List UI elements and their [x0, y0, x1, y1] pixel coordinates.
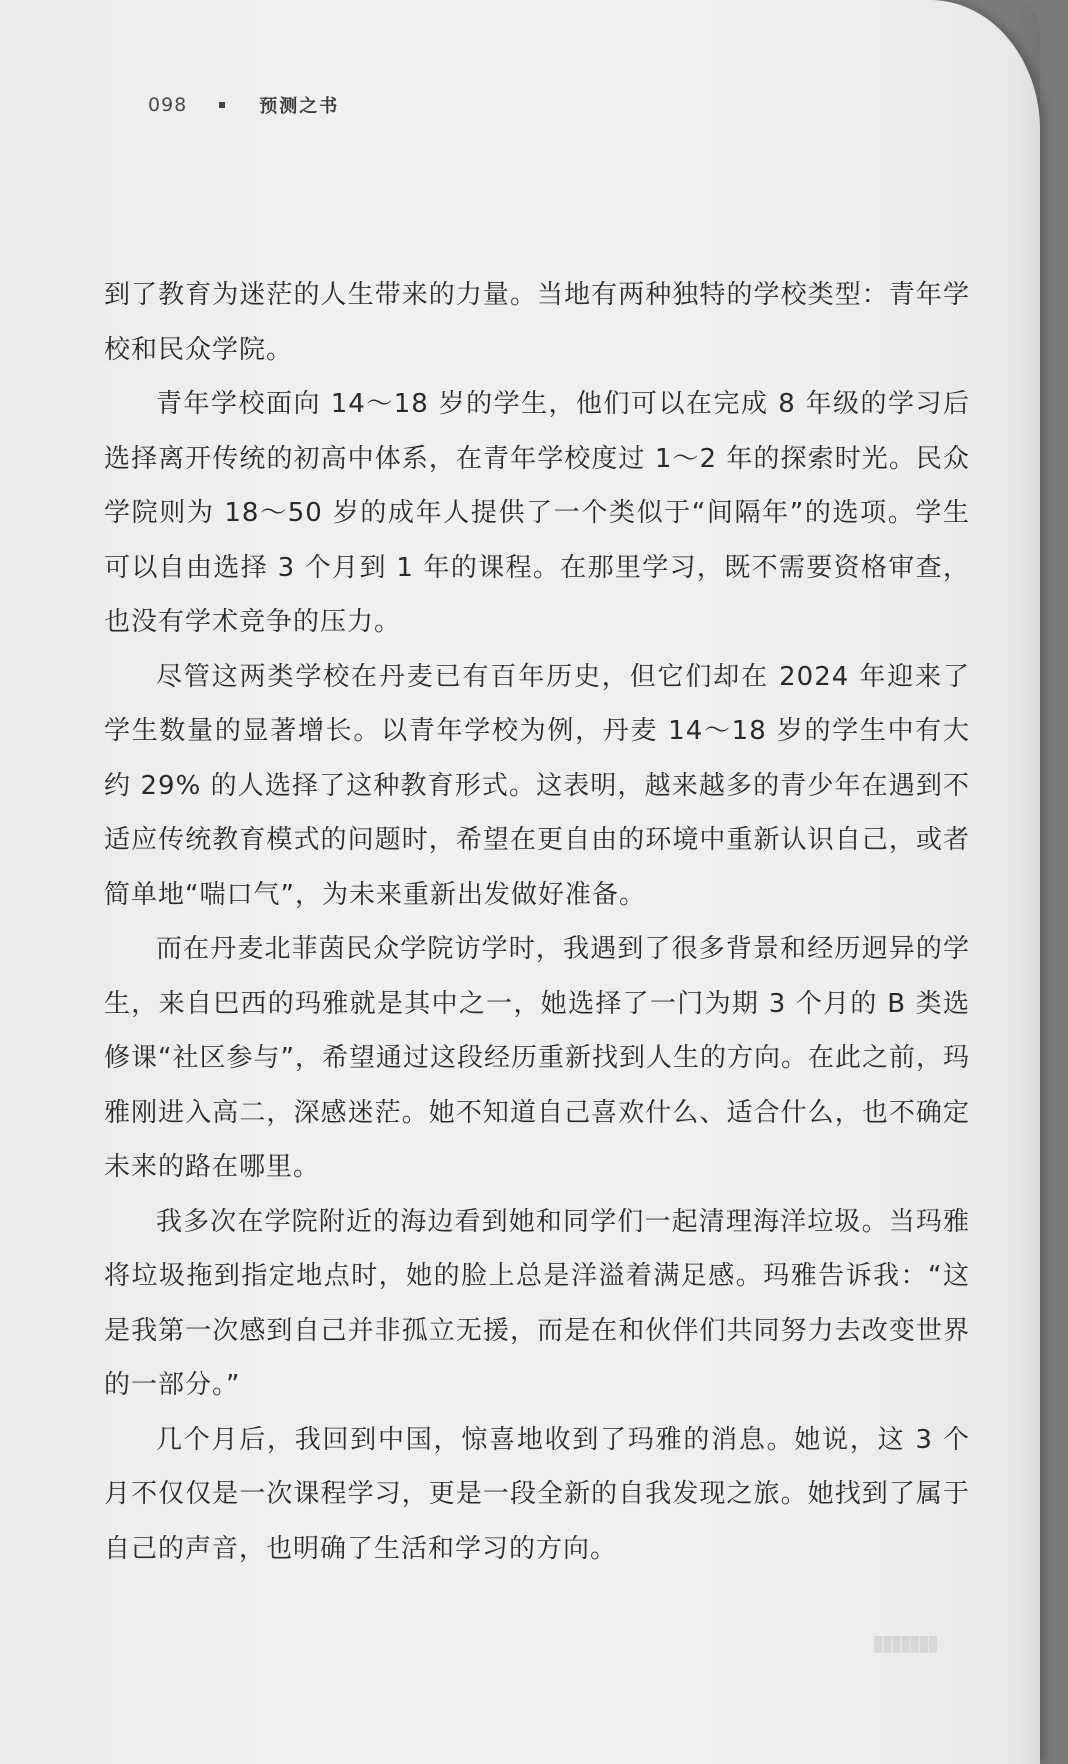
- paragraph: 几个月后，我回到中国，惊喜地收到了玛雅的消息。她说，这 3 个月不仅仅是一次课程学习，更是一段全新的自我发现之旅。她找到了属于自己的声音，也明确了生活和学习的方向。: [104, 1424, 970, 1564]
- body-text: [104, 268, 970, 1576]
- page-number: 098: [148, 94, 188, 116]
- running-head: [148, 92, 339, 118]
- paragraph: 尽管这两类学校在丹麦已有百年历史，但它们却在 2024 年迎来了学生数量的显著增长。以青年学校为例，丹麦 14～18 岁的学生中有大约 29% 的人选择了这种教育形式。这表明，越来越多的青少年在遇到不适应传统教育模式的问题时，希望在更自由的环境中重新认识自己，或者简单地“喘口气”，为未来重新出发做好准备。: [104, 661, 970, 910]
- paragraph: 到了教育为迷茫的人生带来的力量。当地有两种独特的学校类型：青年学校和民众学院。: [104, 280, 970, 365]
- separator-dot-icon: [219, 102, 225, 108]
- paragraph: 我多次在学院附近的海边看到她和同学们一起清理海洋垃圾。当玛雅将垃圾拖到指定地点时，她的脸上总是洋溢着满足感。玛雅告诉我：“这是我第一次感到自己并非孤立无援，而是在和伙伴们共同努力去改变世界的一部分。”: [104, 1206, 970, 1400]
- paragraph: 青年学校面向 14～18 岁的学生，他们可以在完成 8 年级的学习后选择离开传统的初高中体系，在青年学校度过 1～2 年的探索时光。民众学院则为 18～50 岁的成年人提供了一个类似于“间隔年”的选项。学生可以自由选择 3 个月到 1 年的课程。在那里学习，既不需要资格审查，也没有学术竞争的压力。: [104, 389, 970, 637]
- watermark: ▮▮▮▮▮▮▮: [872, 1631, 936, 1656]
- book-title: 预测之书: [259, 96, 340, 117]
- paragraph: 而在丹麦北菲茵民众学院访学时，我遇到了很多背景和经历迥异的学生，来自巴西的玛雅就是其中之一，她选择了一门为期 3 个月的 B 类选修课“社区参与”，希望通过这段经历重新找到人生的方向。在此之前，玛雅刚进入高二，深感迷茫。她不知道自己喜欢什么、适合什么，也不确定未来的路在哪里。: [104, 934, 970, 1182]
